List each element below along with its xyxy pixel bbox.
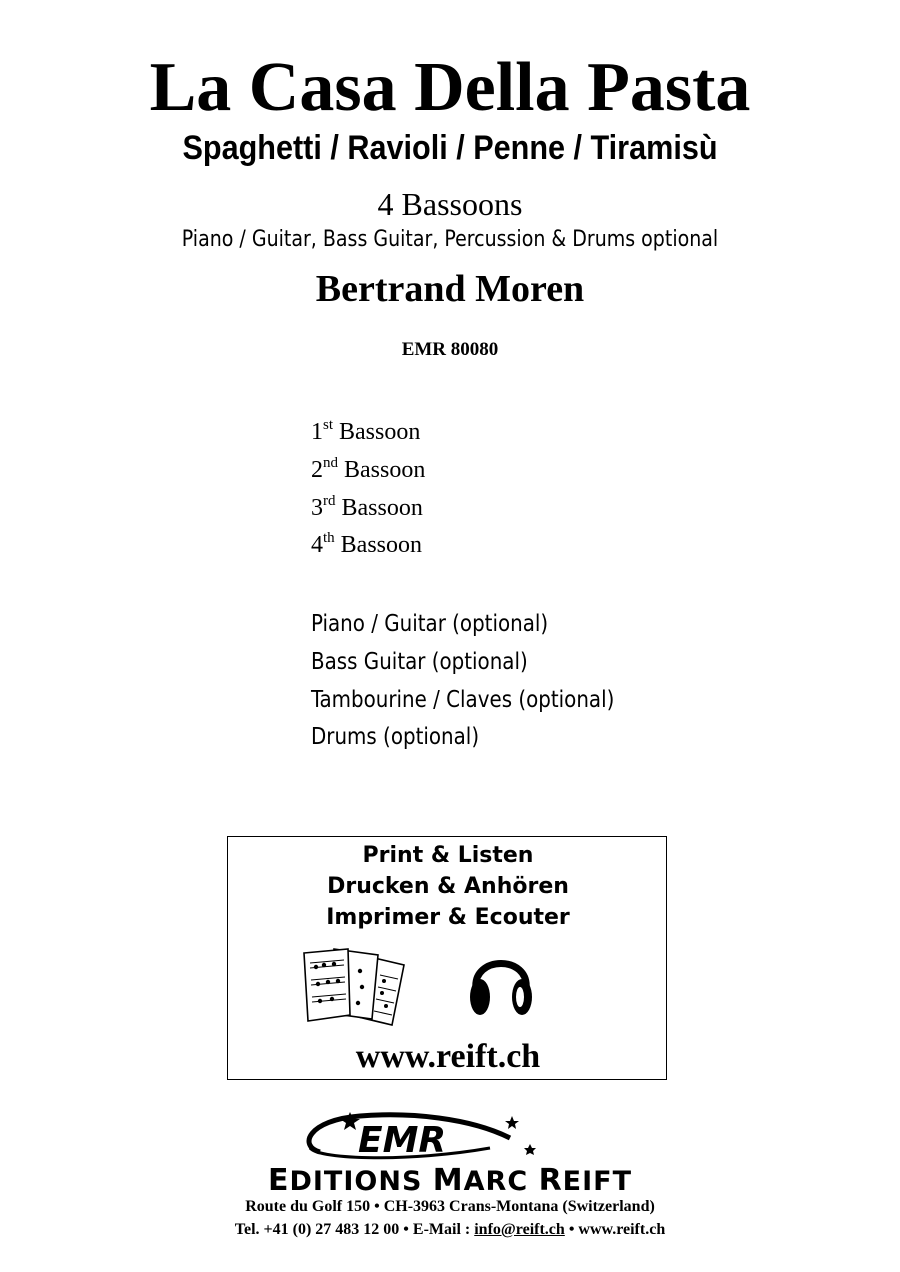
publisher-name-cap: M (432, 1163, 464, 1198)
composer: Bertrand Moren (315, 268, 585, 310)
ensemble: 4 Bassoons (377, 186, 523, 222)
publisher-contact (0, 1219, 900, 1241)
promo-line-en: Print & Listen (362, 843, 534, 868)
publisher-name-rest: EIFT (562, 1166, 633, 1197)
part-name: Bassoon (339, 419, 421, 445)
part-name: Bassoon (341, 495, 423, 521)
part-name: Bassoon (340, 532, 423, 558)
part-item (311, 417, 420, 450)
promo-line-fr: Imprimer & Ecouter (326, 905, 570, 930)
part-ordinal-suffix: nd (323, 455, 338, 471)
page-title: La Casa Della Pasta (149, 49, 751, 126)
optional-instruments: Piano / Guitar, Bass Guitar, Percussion & Drums optional (181, 227, 719, 252)
part-item (311, 455, 425, 488)
publisher-name-rest: DITIONS (289, 1166, 433, 1197)
part-ordinal: 3 (311, 495, 323, 521)
print-listen-box (227, 836, 667, 1080)
website-link[interactable]: www.reift.ch (355, 1038, 541, 1075)
contact-tel: Tel. +41 (0) 27 483 12 00 • E-Mail : (234, 1221, 475, 1238)
emr-logo (250, 1108, 550, 1166)
part-ordinal-suffix: st (323, 417, 334, 433)
publisher-name-rest: ARC (463, 1166, 539, 1197)
promo-line-de: Drucken & Anhören (327, 874, 569, 899)
part-ordinal: 4 (311, 532, 323, 558)
part-name: Bassoon (344, 457, 426, 483)
sheet-music-icon (300, 945, 412, 1031)
part-item (311, 530, 422, 563)
catalog-number: EMR 80080 (401, 339, 499, 360)
publisher-name (0, 1165, 900, 1198)
part-ordinal-suffix: th (323, 530, 335, 546)
optional-part-item: Piano / Guitar (optional) (311, 611, 549, 637)
optional-part-item: Tambourine / Claves (optional) (311, 687, 615, 713)
part-ordinal: 1 (311, 419, 323, 445)
subtitle: Spaghetti / Ravioli / Penne / Tiramisù (182, 129, 718, 167)
part-item (311, 493, 423, 526)
publisher-name-cap: E (267, 1163, 290, 1198)
headphones-icon (466, 945, 536, 1021)
email-link[interactable]: info@reift.ch (474, 1221, 565, 1238)
publisher-name-cap: R (538, 1163, 563, 1198)
part-ordinal-suffix: rd (323, 493, 336, 509)
optional-part-item: Bass Guitar (optional) (311, 649, 528, 675)
contact-web[interactable]: • www.reift.ch (564, 1221, 666, 1238)
publisher-address: Route du Golf 150 • CH-3963 Crans-Montana (Switzerland) (245, 1198, 655, 1215)
part-ordinal: 2 (311, 457, 323, 483)
logo-text: EMR (358, 1120, 447, 1161)
optional-part-item: Drums (optional) (311, 724, 480, 750)
